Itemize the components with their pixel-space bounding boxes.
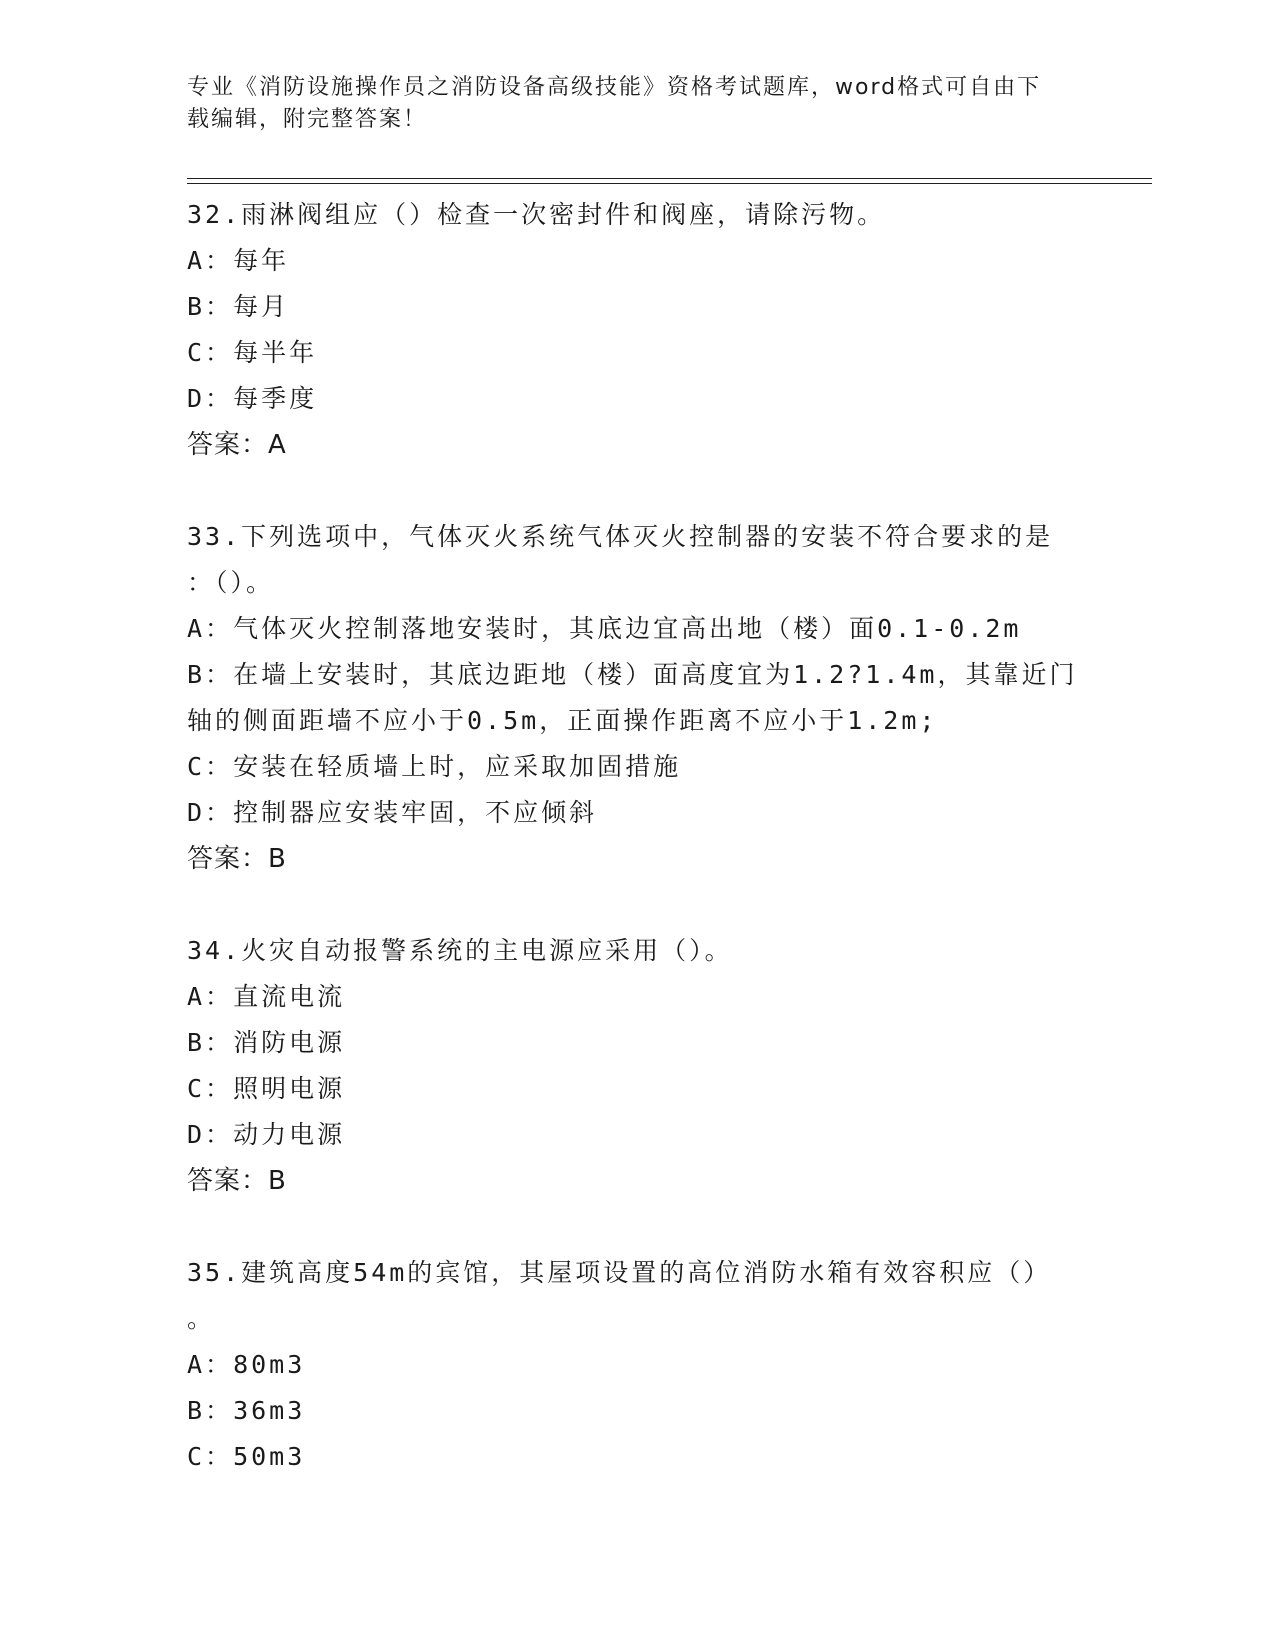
question-option	[187, 790, 1152, 836]
option-text: 照明电源	[233, 1074, 346, 1103]
question-item	[187, 192, 1152, 468]
question-option	[187, 1066, 1152, 1112]
question-option	[187, 606, 1152, 652]
option-text: 每季度	[233, 384, 318, 413]
option-label: C：	[187, 1442, 234, 1471]
question-option	[187, 376, 1152, 422]
question-option	[187, 1342, 1152, 1388]
option-text: 50m3	[233, 1442, 306, 1471]
option-text: 每月	[233, 292, 290, 321]
answer-line: 答案：A	[187, 430, 287, 460]
question-item	[187, 928, 1152, 1204]
option-text: 控制器应安装牢固，不应倾斜	[233, 798, 598, 827]
answer-line: 答案：B	[187, 844, 287, 874]
question-option	[187, 1388, 1152, 1434]
option-label: A：	[187, 982, 234, 1011]
option-text: 在墙上安装时，其底边距地（楼）面高度宜为1.2?1.4m，其靠近门	[233, 660, 1078, 689]
header-line-2: 载编辑，附完整答案！	[187, 107, 428, 132]
question-stem: 34.火灾自动报警系统的主电源应采用（）。	[187, 936, 733, 965]
answer-line: 答案：B	[187, 1166, 287, 1196]
option-label: C：	[187, 338, 234, 367]
question-option: 轴的侧面距墙不应小于0.5m，正面操作距离不应小于1.2m;	[187, 706, 938, 735]
option-label: D：	[187, 798, 234, 827]
question-stem: 33.下列选项中，气体灭火系统气体灭火控制器的安装不符合要求的是	[187, 522, 1054, 551]
option-text: 气体灭火控制落地安装时，其底边宜高出地（楼）面0.1-0.2m	[233, 614, 1022, 643]
option-label: D：	[187, 1120, 234, 1149]
question-option	[187, 974, 1152, 1020]
option-label: B：	[187, 292, 234, 321]
question-option	[187, 1112, 1152, 1158]
document-page	[187, 72, 1152, 1526]
option-text: 直流电流	[233, 982, 346, 1011]
option-text: 36m3	[233, 1396, 306, 1425]
option-label: C：	[187, 1074, 234, 1103]
option-label: A：	[187, 614, 234, 643]
option-label: C：	[187, 752, 234, 781]
question-stem: 。	[187, 1304, 216, 1333]
question-list	[187, 192, 1152, 1480]
question-item	[187, 1250, 1152, 1480]
option-text: 动力电源	[233, 1120, 346, 1149]
header-divider	[187, 178, 1152, 184]
option-text: 80m3	[233, 1350, 306, 1379]
option-label: A：	[187, 246, 234, 275]
question-stem: 35.建筑高度54m的宾馆，其屋项设置的高位消防水箱有效容积应（）	[187, 1258, 1052, 1287]
question-stem: ：（）。	[187, 568, 275, 597]
question-option	[187, 238, 1152, 284]
option-text: 每半年	[233, 338, 318, 367]
question-option	[187, 284, 1152, 330]
option-text: 消防电源	[233, 1028, 346, 1057]
question-option	[187, 744, 1152, 790]
option-text: 安装在轻质墙上时，应采取加固措施	[233, 752, 682, 781]
question-option	[187, 1434, 1152, 1480]
question-option	[187, 652, 1152, 698]
header-line-1: 专业《消防设施操作员之消防设备高级技能》资格考试题库，word格式可自由下	[187, 75, 1042, 100]
option-label: A：	[187, 1350, 234, 1379]
option-label: B：	[187, 1028, 234, 1057]
option-text: 每年	[233, 246, 290, 275]
option-label: B：	[187, 1396, 234, 1425]
question-item	[187, 514, 1152, 882]
option-label: B：	[187, 660, 234, 689]
question-stem: 32.雨淋阀组应（）检查一次密封件和阀座，请除污物。	[187, 200, 886, 229]
question-option	[187, 330, 1152, 376]
document-header	[187, 72, 1152, 136]
question-option	[187, 1020, 1152, 1066]
option-label: D：	[187, 384, 234, 413]
